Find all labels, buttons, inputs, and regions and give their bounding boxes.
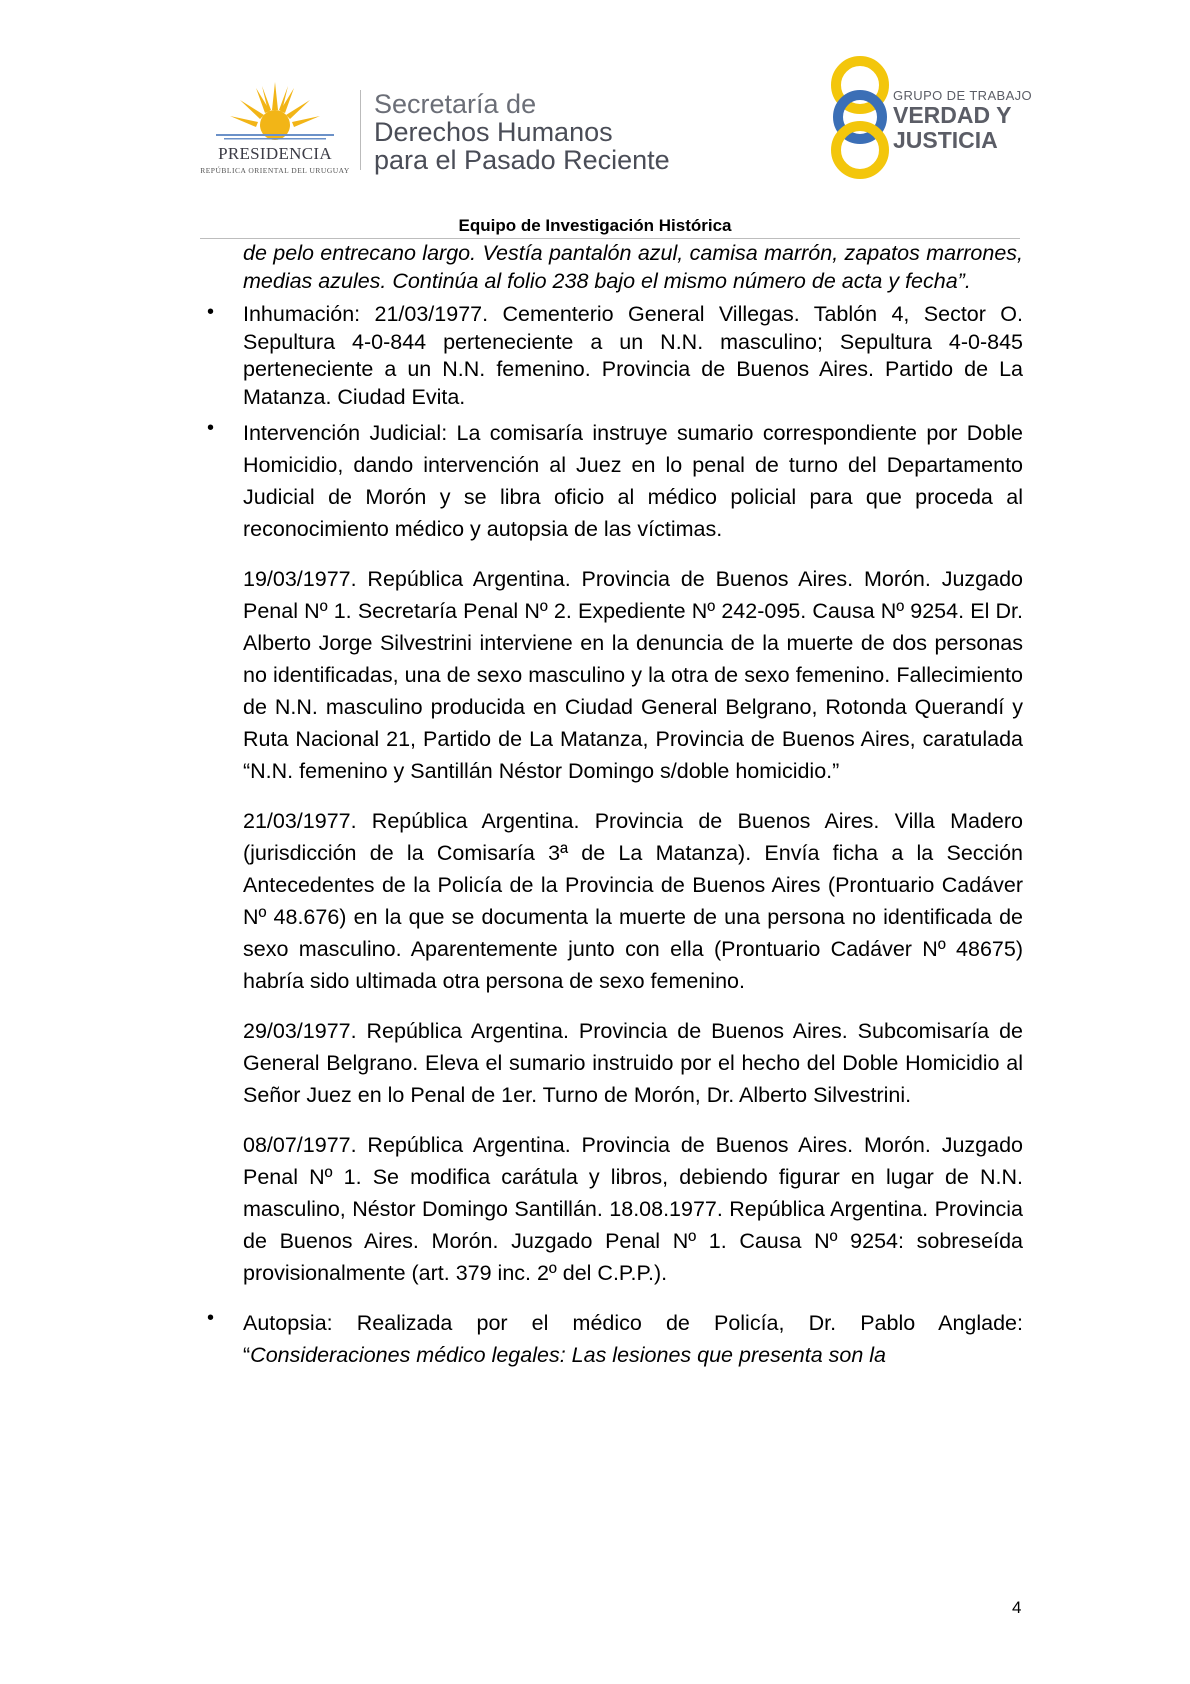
- verdad-label: VERDAD Y: [893, 102, 1012, 128]
- secretaria-line-1: Secretaría de: [374, 89, 537, 119]
- bullet-icon: •: [207, 417, 215, 439]
- interlocked-rings-icon: [820, 55, 900, 180]
- sun-emblem-icon: [196, 80, 354, 144]
- list-item-autopsia: [207, 1307, 1023, 1371]
- presidencia-text: PRESIDENCIA: [218, 144, 332, 163]
- list-item-intervencion: [207, 417, 1023, 545]
- inhumacion-text: Inhumación: 21/03/1977. Cementerio General Villegas. Tablón 4, Sector O. Sepultura 4-0-844 perteneciente a un N.N. masculino; Sepultura 4-0-845 perteneciente a un N.N. femenino. Provincia de Buenos Aires. Partido de La Matanza. Ciudad Evita.: [243, 302, 1023, 409]
- autopsia-quote: Consideraciones médico legales: Las lesiones que presenta son la: [250, 1343, 887, 1367]
- secretaria-title: [374, 90, 670, 174]
- bullet-icon: •: [207, 1307, 215, 1329]
- document-body: [207, 240, 1023, 1371]
- page-header: [0, 0, 1190, 235]
- list-item-inhumacion: [207, 301, 1023, 411]
- verdad-justicia-title: [893, 88, 1032, 153]
- page-number: 4: [1012, 1598, 1022, 1617]
- paragraph-1: 19/03/1977. República Argentina. Provincia de Buenos Aires. Morón. Juzgado Penal Nº 1. Secretaría Penal Nº 2. Expediente Nº 242-095. Causa Nº 9254. El Dr. Alberto Jorge Silvestrini interviene en la denuncia de la muerte de dos personas no identificadas, una de sexo masculino y la otra de sexo femenino. Fallecimiento de N.N. masculino producida en Ciudad General Belgrano, Rotonda Querandí y Ruta Nacional 21, Partido de La Matanza, Provincia de Buenos Aires, caratulada “N.N. femenino y Santillán Néstor Domingo s/doble homicidio.”: [243, 567, 1023, 783]
- paragraph-3: 29/03/1977. República Argentina. Provincia de Buenos Aires. Subcomisaría de General Belgrano. Eleva el sumario instruido por el hecho del Doble Homicidio al Señor Juez en lo Penal de 1er. Turno de Morón, Dr. Alberto Silvestrini.: [243, 1019, 1023, 1107]
- team-heading: Equipo de Investigación Histórica: [458, 216, 732, 235]
- logo-divider: [360, 90, 361, 170]
- presidencia-logo: [196, 80, 354, 180]
- paragraph-4: 08/07/1977. República Argentina. Provincia de Buenos Aires. Morón. Juzgado Penal Nº 1. Se modifica carátula y libros, debiendo figurar en lugar de N.N. masculino, Néstor Domingo Santillán. 18.08.1977. República Argentina. Provincia de Buenos Aires. Morón. Juzgado Penal Nº 1. Causa Nº 9254: sobreseída provisionalmente (art. 379 inc. 2º del C.P.P.).: [243, 1133, 1023, 1285]
- justicia-label: JUSTICIA: [893, 127, 998, 153]
- bullet-icon: •: [207, 301, 215, 323]
- header-rule: [200, 238, 1020, 239]
- presidencia-subtitle: REPÚBLICA ORIENTAL DEL URUGUAY: [200, 166, 350, 175]
- autopsia-lead: Autopsia: Realizada por el médico de Policía, Dr. Pablo Anglade: “: [243, 1311, 1023, 1367]
- autopsia-text: [243, 1307, 1023, 1371]
- grupo-label: GRUPO DE TRABAJO: [893, 88, 1033, 103]
- paragraph-2: 21/03/1977. República Argentina. Provincia de Buenos Aires. Villa Madero (jurisdicción de la Comisaría 3ª de La Matanza). Envía ficha a la Sección Antecedentes de la Policía de la Provincia de Buenos Aires (Prontuario Cadáver Nº 48.676) en la que se documenta la muerte de una persona no identificada de sexo masculino. Aparentemente junto con ella (Prontuario Cadáver Nº 48675) habría sido ultimada otra persona de sexo femenino.: [243, 809, 1023, 993]
- secretaria-line-2: Derechos Humanos: [374, 117, 613, 147]
- intro-continuation: de pelo entrecano largo. Vestía pantalón azul, camisa marrón, zapatos marrones, medias azules. Continúa al folio 238 bajo el mismo número de acta y fecha”.: [243, 241, 1023, 293]
- secretaria-line-3: para el Pasado Reciente: [374, 145, 670, 175]
- intervencion-text: Intervención Judicial: La comisaría instruye sumario correspondiente por Doble Homicidio, dando intervención al Juez en lo penal de turno del Departamento Judicial de Morón y se libra oficio al médico policial para que proceda al reconocimiento médico y autopsia de las víctimas.: [243, 421, 1023, 541]
